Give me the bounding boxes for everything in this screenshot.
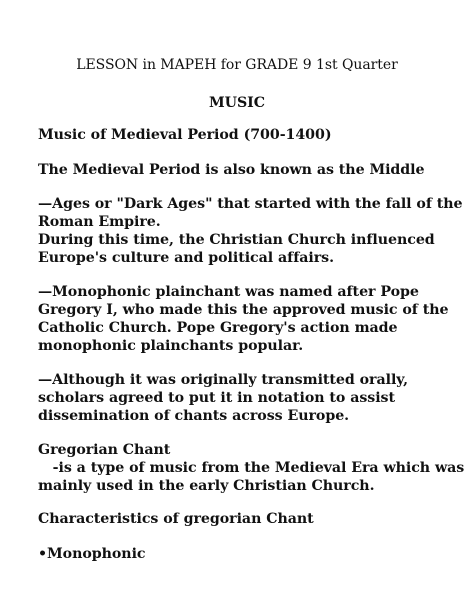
section-heading: Music of Medieval Period (700-1400): [38, 127, 332, 143]
paragraph-line: scholars agreed to put it in notation to assist: [38, 390, 395, 406]
paragraph-line: —Monophonic plainchant was named after Pope: [38, 284, 419, 300]
paragraph-line: Gregory I, who made this the approved music of the: [38, 302, 449, 318]
paragraph-line: Catholic Church. Pope Gregory's action made: [38, 320, 398, 336]
lesson-title: LESSON in MAPEH for GRADE 9 1st Quarter: [76, 57, 398, 73]
paragraph-line: dissemination of chants across Europe.: [38, 408, 350, 424]
paragraph-line: Europe's culture and political affairs.: [38, 250, 335, 266]
paragraph-line: During this time, the Christian Church influenced: [38, 232, 435, 248]
characteristic-bullet: •Monophonic: [38, 546, 146, 562]
gregorian-definition-line: mainly used in the early Christian Church.: [38, 478, 375, 494]
gregorian-heading: Gregorian Chant: [38, 442, 171, 458]
paragraph-line: Roman Empire.: [38, 214, 161, 230]
intro-line: The Medieval Period is also known as the Middle: [38, 162, 425, 178]
paragraph-line: —Although it was originally transmitted orally,: [38, 372, 409, 388]
paragraph-line: —Ages or "Dark Ages" that started with the fall of the: [38, 196, 463, 212]
subject-heading: MUSIC: [208, 95, 265, 111]
paragraph-line: monophonic plainchants popular.: [38, 338, 304, 354]
gregorian-definition-line: -is a type of music from the Medieval Era which was: [38, 460, 465, 476]
characteristics-heading: Characteristics of gregorian Chant: [38, 511, 314, 527]
